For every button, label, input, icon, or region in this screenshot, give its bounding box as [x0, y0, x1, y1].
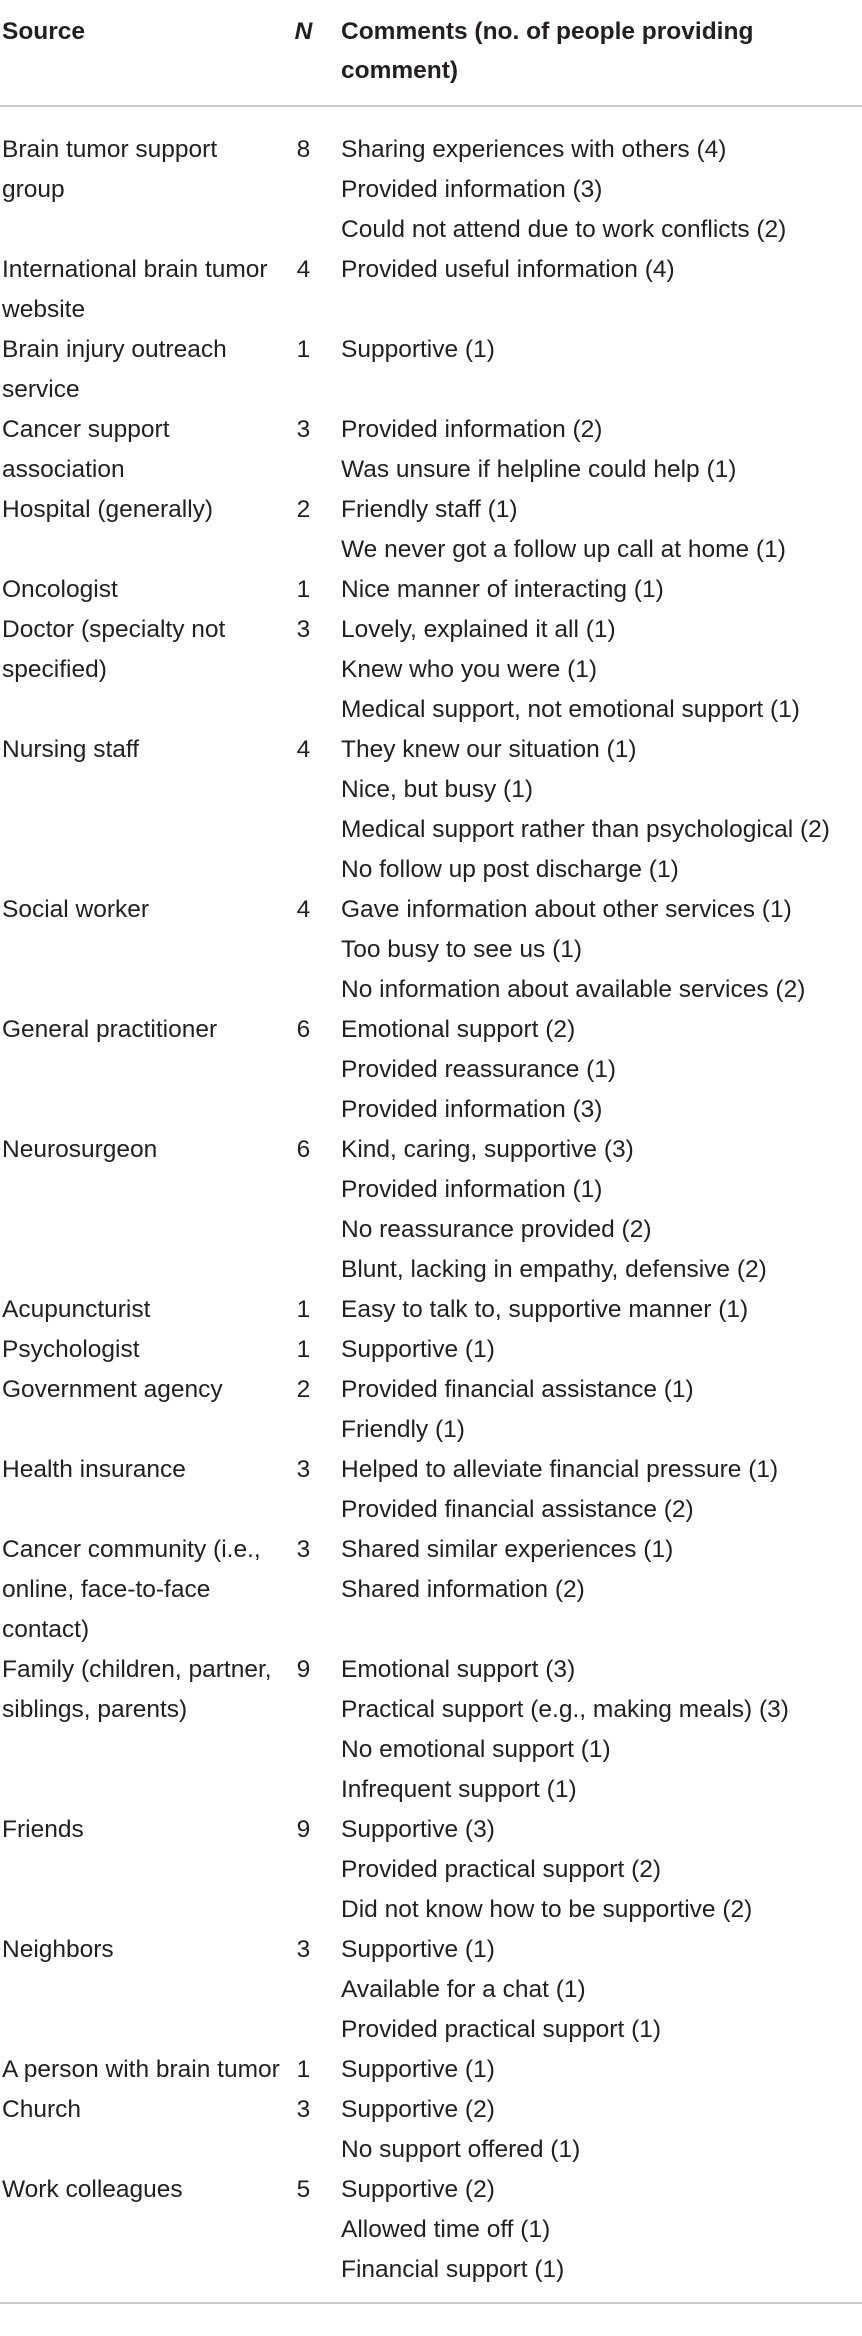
- comment-item: Shared similar experiences (1): [341, 1536, 674, 1563]
- comment-item: Sharing experiences with others (4): [341, 136, 727, 163]
- comment-item: Provided information (2): [341, 416, 603, 443]
- table-row: [0, 2090, 862, 2170]
- n-cell: 3: [296, 1456, 311, 1483]
- n-cell: 3: [296, 616, 311, 643]
- table-row: [0, 410, 862, 490]
- comments-cell: [335, 1530, 862, 1650]
- comment-item: Provided reassurance (1): [341, 1056, 617, 1083]
- table-row: [0, 1010, 862, 1130]
- n-cell: 1: [296, 576, 311, 603]
- table-row: [0, 1650, 862, 1810]
- source-cell: International brain tumor website: [2, 256, 268, 323]
- source-cell: Health insurance: [2, 1456, 186, 1483]
- source-cell: Nursing staff: [2, 736, 140, 763]
- n-cell: 2: [296, 496, 311, 523]
- comments-cell: [335, 2170, 862, 2302]
- comments-cell: [335, 730, 862, 890]
- table-row: [0, 490, 862, 570]
- n-cell: 9: [296, 1816, 311, 1843]
- table-row: [0, 570, 862, 610]
- comment-item: Allowed time off (1): [341, 2216, 551, 2243]
- comment-item: Supportive (1): [341, 336, 495, 363]
- table-row: [0, 1330, 862, 1370]
- comment-item: Gave information about other services (1): [341, 896, 792, 923]
- comments-cell: [335, 490, 862, 570]
- n-cell: 3: [296, 416, 311, 443]
- source-cell: Work colleagues: [2, 2176, 183, 2203]
- n-cell: 5: [296, 2176, 311, 2203]
- table-body: [0, 106, 862, 2302]
- comment-item: Provided useful information (4): [341, 256, 675, 283]
- comment-item: Nice manner of interacting (1): [341, 576, 664, 603]
- comment-item: Practical support (e.g., making meals) (3): [341, 1696, 789, 1723]
- comment-item: Provided information (1): [341, 1176, 603, 1203]
- source-cell: Oncologist: [2, 576, 118, 603]
- header-n: N: [280, 0, 335, 106]
- table-header-row: [0, 0, 862, 106]
- n-cell: 4: [296, 736, 311, 763]
- comment-item: Friendly (1): [341, 1416, 465, 1443]
- comment-item: Did not know how to be supportive (2): [341, 1896, 753, 1923]
- table-row: [0, 1810, 862, 1930]
- comment-item: No emotional support (1): [341, 1736, 611, 1763]
- comment-item: Too busy to see us (1): [341, 936, 583, 963]
- table-row: [0, 730, 862, 890]
- n-cell: 3: [296, 1936, 311, 1963]
- n-cell: 4: [296, 256, 311, 283]
- comment-item: Supportive (3): [341, 1816, 495, 1843]
- comments-cell: [335, 410, 862, 490]
- comment-item: Shared information (2): [341, 1576, 585, 1603]
- n-cell: 8: [296, 136, 311, 163]
- comments-cell: [335, 570, 862, 610]
- n-cell: 1: [296, 2056, 311, 2083]
- source-cell: Brain injury outreach service: [2, 336, 227, 403]
- n-cell: 1: [296, 336, 311, 363]
- comments-cell: [335, 2090, 862, 2170]
- comment-item: Financial support (1): [341, 2256, 565, 2283]
- comment-item: Knew who you were (1): [341, 656, 598, 683]
- table-row: [0, 106, 862, 250]
- comment-item: They knew our situation (1): [341, 736, 637, 763]
- comments-cell: [335, 1010, 862, 1130]
- comments-cell: [335, 330, 862, 410]
- header-source: Source: [0, 0, 280, 106]
- n-cell: 2: [296, 1376, 311, 1403]
- comment-item: Provided financial assistance (2): [341, 1496, 694, 1523]
- table-row: [0, 330, 862, 410]
- table-row: [0, 1450, 862, 1530]
- comment-item: Medical support, not emotional support (1): [341, 696, 800, 723]
- comment-item: Provided financial assistance (1): [341, 1376, 694, 1403]
- comment-item: Supportive (1): [341, 1336, 495, 1363]
- comments-cell: [335, 1290, 862, 1330]
- comment-item: Provided information (3): [341, 1096, 603, 1123]
- n-cell: 6: [296, 1136, 311, 1163]
- comment-item: Was unsure if helpline could help (1): [341, 456, 737, 483]
- source-cell: General practitioner: [2, 1016, 218, 1043]
- comment-item: Lovely, explained it all (1): [341, 616, 616, 643]
- source-cell: Psychologist: [2, 1336, 140, 1363]
- comments-cell: [335, 1130, 862, 1290]
- comment-item: Helped to alleviate financial pressure (1): [341, 1456, 779, 1483]
- source-cell: Cancer support association: [2, 416, 170, 483]
- n-cell: 3: [296, 2096, 311, 2123]
- table-bottom-rule: [0, 2302, 862, 2304]
- table-row: [0, 1930, 862, 2050]
- comment-item: Available for a chat (1): [341, 1976, 586, 2003]
- n-cell: 9: [296, 1656, 311, 1683]
- comment-item: Supportive (1): [341, 2056, 495, 2083]
- source-cell: Cancer community (i.e., online, face-to-face contact): [2, 1536, 261, 1643]
- source-cell: Government agency: [2, 1376, 223, 1403]
- comments-cell: [335, 1370, 862, 1450]
- comment-item: No information about available services (2): [341, 976, 806, 1003]
- source-cell: Church: [2, 2096, 81, 2123]
- source-cell: Social worker: [2, 896, 150, 923]
- table-row: [0, 1290, 862, 1330]
- table-row: [0, 890, 862, 1010]
- comment-item: Infrequent support (1): [341, 1776, 577, 1803]
- comment-item: We never got a follow up call at home (1): [341, 536, 786, 563]
- table-row: [0, 1530, 862, 1650]
- comment-item: Emotional support (2): [341, 1016, 576, 1043]
- comment-item: Supportive (2): [341, 2176, 495, 2203]
- source-cell: Acupuncturist: [2, 1296, 151, 1323]
- comment-item: Supportive (2): [341, 2096, 495, 2123]
- table-row: [0, 1370, 862, 1450]
- comments-cell: [335, 2050, 862, 2090]
- source-cell: Brain tumor support group: [2, 136, 218, 203]
- comment-item: Blunt, lacking in empathy, defensive (2): [341, 1256, 767, 1283]
- n-cell: 3: [296, 1536, 311, 1563]
- n-cell: 6: [296, 1016, 311, 1043]
- source-cell: Friends: [2, 1816, 84, 1843]
- n-cell: 4: [296, 896, 311, 923]
- source-cell: Neighbors: [2, 1936, 114, 1963]
- comment-item: Nice, but busy (1): [341, 776, 533, 803]
- comment-item: Provided practical support (1): [341, 2016, 662, 2043]
- comment-item: Could not attend due to work conflicts (2): [341, 216, 787, 243]
- comment-item: Provided practical support (2): [341, 1856, 662, 1883]
- comments-cell: [335, 250, 862, 330]
- header-comments: Comments (no. of people providing comment): [335, 0, 862, 106]
- comment-item: Emotional support (3): [341, 1656, 576, 1683]
- table-row: [0, 2170, 862, 2302]
- n-cell: 1: [296, 1296, 311, 1323]
- table-row: [0, 610, 862, 730]
- source-cell: Family (children, partner, siblings, parents): [2, 1656, 272, 1723]
- n-cell: 1: [296, 1336, 311, 1363]
- source-cell: Hospital (generally): [2, 496, 214, 523]
- comments-cell: [335, 1810, 862, 1930]
- comments-cell: [335, 106, 862, 250]
- table-row: [0, 2050, 862, 2090]
- comments-cell: [335, 1930, 862, 2050]
- table-row: [0, 250, 862, 330]
- comment-item: No support offered (1): [341, 2136, 581, 2163]
- comment-item: Easy to talk to, supportive manner (1): [341, 1296, 749, 1323]
- comment-item: No follow up post discharge (1): [341, 856, 679, 883]
- comment-item: Medical support rather than psychological (2): [341, 816, 830, 843]
- comment-item: Provided information (3): [341, 176, 603, 203]
- comment-item: No reassurance provided (2): [341, 1216, 652, 1243]
- comments-cell: [335, 890, 862, 1010]
- source-cell: Doctor (specialty not specified): [2, 616, 226, 683]
- source-cell: Neurosurgeon: [2, 1136, 158, 1163]
- table-row: [0, 1130, 862, 1290]
- source-cell: A person with brain tumor: [2, 2056, 280, 2083]
- comment-item: Friendly staff (1): [341, 496, 518, 523]
- comment-item: Supportive (1): [341, 1936, 495, 1963]
- comment-item: Kind, caring, supportive (3): [341, 1136, 634, 1163]
- comments-cell: [335, 1330, 862, 1370]
- comments-cell: [335, 1450, 862, 1530]
- comments-cell: [335, 1650, 862, 1810]
- comments-cell: [335, 610, 862, 730]
